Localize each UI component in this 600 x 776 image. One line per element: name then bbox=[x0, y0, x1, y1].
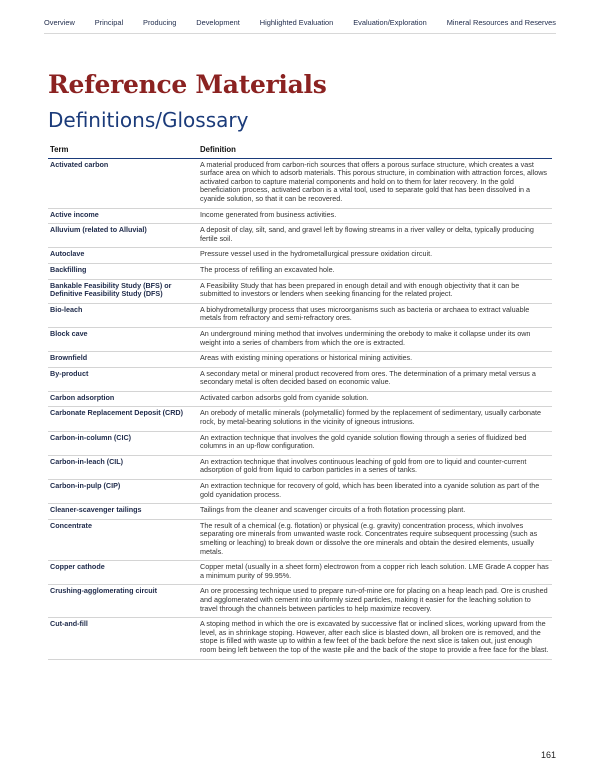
glossary-definition: An ore processing technique used to prepare run-of-mine ore for placing on a heap leach pad. Ore is crushed and agglomerated with cement into uniformly sized particles, making it easier for the leaching solution to travel through the channels between particles to help maximize recovery. bbox=[198, 585, 552, 618]
glossary-definition: A Feasibility Study that has been prepared in enough detail and with enough objectivity that it can be submitted to investors or lenders when seeking financing for the related project. bbox=[198, 279, 552, 303]
glossary-header-row bbox=[48, 145, 552, 158]
glossary-definition: Tailings from the cleaner and scavenger circuits of a froth flotation processing plant. bbox=[198, 504, 552, 520]
table-row bbox=[48, 352, 552, 368]
table-row bbox=[48, 391, 552, 407]
table-row bbox=[48, 208, 552, 224]
glossary-term: Cut-and-fill bbox=[48, 618, 198, 659]
glossary-term: Activated carbon bbox=[48, 158, 198, 208]
glossary-definition: An orebody of metallic minerals (polymetallic) formed by the replacement of sedimentary, usually carbonate rock, by metal-bearing solutions in the vicinity of igneous intrusions. bbox=[198, 407, 552, 431]
glossary-term: Carbon adsorption bbox=[48, 391, 198, 407]
glossary-term: Block cave bbox=[48, 327, 198, 351]
nav-principal[interactable]: Principal bbox=[94, 18, 124, 27]
page-subtitle: Definitions/Glossary bbox=[48, 108, 249, 132]
glossary-term: Bankable Feasibility Study (BFS) or Definitive Feasibility Study (DFS) bbox=[48, 279, 198, 303]
glossary-definition: A biohydrometallurgy process that uses microorganisms such as bacteria or archaea to extract valuable metals from refractory and semi-refractory ores. bbox=[198, 303, 552, 327]
glossary-definition: An extraction technique that involves the gold cyanide solution flowing through a series of fluidized bed columns in an up-flow configuration. bbox=[198, 431, 552, 455]
top-navigation bbox=[44, 18, 556, 34]
nav-evaluation-exploration[interactable]: Evaluation/Exploration bbox=[353, 18, 427, 27]
table-row bbox=[48, 585, 552, 618]
table-row bbox=[48, 618, 552, 659]
page-number: 161 bbox=[540, 750, 556, 760]
table-row bbox=[48, 519, 552, 560]
glossary-definition: Pressure vessel used in the hydrometallurgical pressure oxidation circuit. bbox=[198, 248, 552, 264]
glossary-term: Copper cathode bbox=[48, 561, 198, 585]
table-row bbox=[48, 407, 552, 431]
glossary-definition: A secondary metal or mineral product recovered from ores. The determination of a primary metal versus a secondary metal is often decided based on economic value. bbox=[198, 367, 552, 391]
table-row bbox=[48, 561, 552, 585]
table-row bbox=[48, 480, 552, 504]
glossary-term: Crushing-agglomerating circuit bbox=[48, 585, 198, 618]
table-row bbox=[48, 279, 552, 303]
definition-column-header: Definition bbox=[198, 145, 552, 158]
glossary-definition: An extraction technique for recovery of gold, which has been liberated into a cyanide solution as part of the gold cyanidation process. bbox=[198, 480, 552, 504]
glossary-definition: Activated carbon adsorbs gold from cyanide solution. bbox=[198, 391, 552, 407]
glossary-definition: A deposit of clay, silt, sand, and gravel left by flowing streams in a river valley or delta, typically producing fertile soil. bbox=[198, 224, 552, 248]
nav-producing[interactable]: Producing bbox=[143, 18, 177, 27]
glossary-term: Active income bbox=[48, 208, 198, 224]
table-row bbox=[48, 158, 552, 208]
glossary-table bbox=[48, 145, 552, 660]
glossary-term: By-product bbox=[48, 367, 198, 391]
table-row bbox=[48, 263, 552, 279]
glossary-definition: An extraction technique that involves continuous leaching of gold from ore to liquid and counter-current adsorption of gold from liquid to carbon particles in a series of tanks. bbox=[198, 455, 552, 479]
nav-mineral-resources-reserves[interactable]: Mineral Resources and Reserves bbox=[446, 18, 556, 27]
glossary-term: Brownfield bbox=[48, 352, 198, 368]
glossary-term: Concentrate bbox=[48, 519, 198, 560]
nav-overview[interactable]: Overview bbox=[44, 18, 75, 27]
glossary-term: Carbon-in-column (CIC) bbox=[48, 431, 198, 455]
glossary-definition: The process of refilling an excavated hole. bbox=[198, 263, 552, 279]
glossary-body bbox=[48, 158, 552, 659]
table-row bbox=[48, 248, 552, 264]
nav-highlighted-evaluation[interactable]: Highlighted Evaluation bbox=[259, 18, 334, 27]
table-row bbox=[48, 303, 552, 327]
glossary-term: Autoclave bbox=[48, 248, 198, 264]
table-row bbox=[48, 367, 552, 391]
glossary-term: Cleaner-scavenger tailings bbox=[48, 504, 198, 520]
table-row bbox=[48, 455, 552, 479]
glossary-term: Carbonate Replacement Deposit (CRD) bbox=[48, 407, 198, 431]
glossary-definition: Income generated from business activities. bbox=[198, 208, 552, 224]
term-column-header: Term bbox=[48, 145, 198, 158]
glossary-definition: Areas with existing mining operations or historical mining activities. bbox=[198, 352, 552, 368]
glossary-term: Carbon-in-leach (CIL) bbox=[48, 455, 198, 479]
glossary-definition: An underground mining method that involves undermining the orebody to make it collapse under its own weight into a series of chambers from which the ore is extracted. bbox=[198, 327, 552, 351]
glossary-term: Bio-leach bbox=[48, 303, 198, 327]
glossary-definition: A material produced from carbon-rich sources that offers a porous surface structure, which creates a vast surface area on which to adsorb materials. This porous structure, in combination with attraction forces, allows activated carbon to capture material components and hold on to them for later recovery. In the gold beneficiation process, activated carbon is a vital tool, used to separate gold that has been dissolved in a cyanide solution, so that it can be recovered. bbox=[198, 158, 552, 208]
glossary-definition: The result of a chemical (e.g. flotation) or physical (e.g. gravity) concentration process, which involves separating ore minerals from unwanted waste rock. Concentrates require subsequent processing (such as smelting or leaching) to break down or dissolve the ore minerals and obtain the desired elements, usually metals. bbox=[198, 519, 552, 560]
table-row bbox=[48, 431, 552, 455]
table-row bbox=[48, 504, 552, 520]
table-row bbox=[48, 224, 552, 248]
nav-development[interactable]: Development bbox=[196, 18, 240, 27]
glossary-term: Alluvium (related to Alluvial) bbox=[48, 224, 198, 248]
glossary-term: Carbon-in-pulp (CIP) bbox=[48, 480, 198, 504]
glossary-definition: Copper metal (usually in a sheet form) electrowon from a copper rich leach solution. LME Grade A copper has a minimum purity of 99.95%. bbox=[198, 561, 552, 585]
glossary-term: Backfilling bbox=[48, 263, 198, 279]
page-title: Reference Materials bbox=[48, 70, 327, 99]
table-row bbox=[48, 327, 552, 351]
glossary-definition: A stoping method in which the ore is excavated by successive flat or inclined slices, working upward from the level, as in shrinkage stoping. However, after each slice is blasted down, all broken ore is removed, and the stope is filled with waste up to within a few feet of the back before the next slice is taken out, just enough room being left between the top of the waste pile and the back of the stope to provide a free face for the blast. bbox=[198, 618, 552, 659]
